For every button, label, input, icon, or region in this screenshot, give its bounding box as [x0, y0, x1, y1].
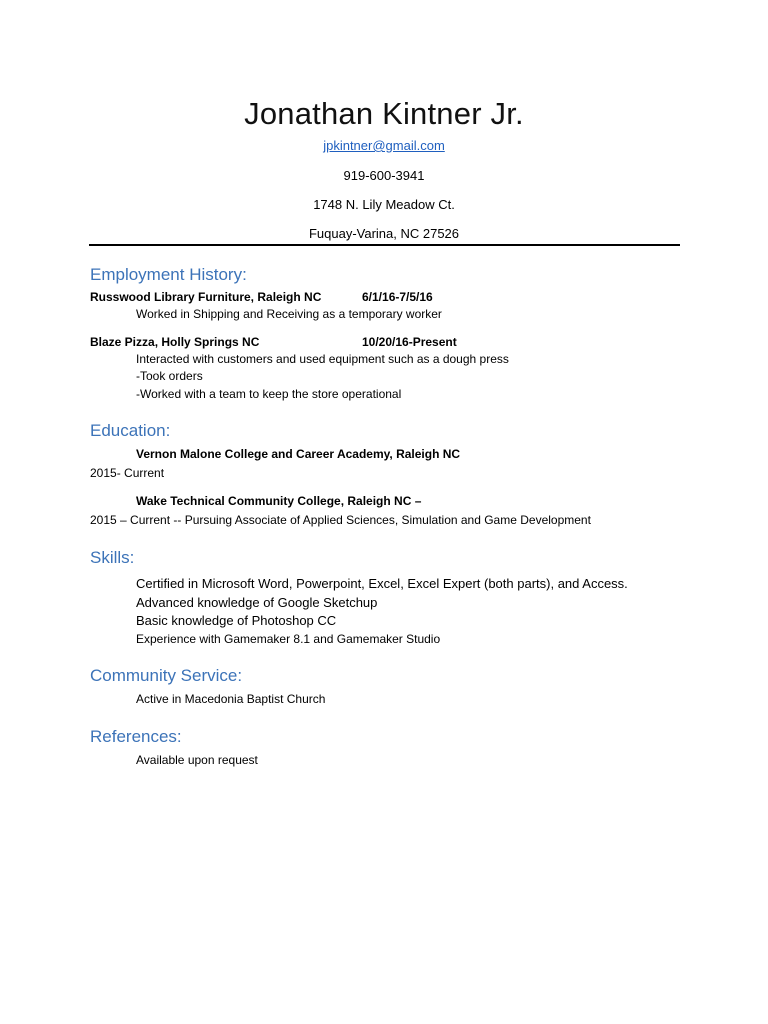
job-employer: Blaze Pizza, Holly Springs NC [90, 335, 260, 349]
job-detail: -Worked with a team to keep the store operational [136, 387, 402, 401]
education-heading: Education: [90, 421, 171, 440]
skill-item: Basic knowledge of Photoshop CC [136, 613, 337, 628]
employment-heading: Employment History: [90, 265, 247, 284]
email-link[interactable]: jpkintner@gmail.com [323, 138, 445, 153]
phone-number: 919-600-3941 [343, 168, 425, 183]
job-dates: 10/20/16-Present [362, 335, 457, 349]
community-heading: Community Service: [90, 666, 243, 685]
address-line-1: 1748 N. Lily Meadow Ct. [313, 197, 455, 212]
skill-item: Certified in Microsoft Word, Powerpoint, Excel, Excel Expert (both parts), and Access. [136, 576, 628, 591]
header-divider [89, 244, 680, 246]
job-employer: Russwood Library Furniture, Raleigh NC [90, 290, 322, 304]
school-dates: 2015- Current [90, 466, 165, 480]
community-item: Active in Macedonia Baptist Church [136, 692, 326, 706]
job-dates: 6/1/16-7/5/16 [362, 290, 433, 304]
skill-item: Advanced knowledge of Google Sketchup [136, 595, 378, 610]
school-name: Vernon Malone College and Career Academy, Raleigh NC [136, 447, 461, 461]
job-detail: Worked in Shipping and Receiving as a temporary worker [136, 307, 442, 321]
resume-name: Jonathan Kintner Jr. [244, 96, 524, 131]
job-detail: -Took orders [136, 369, 203, 383]
address-line-2: Fuquay-Varina, NC 27526 [308, 226, 460, 241]
references-heading: References: [90, 727, 182, 746]
school-dates: 2015 – Current -- Pursuing Associate of Applied Sciences, Simulation and Game Development [90, 513, 591, 527]
skills-heading: Skills: [90, 548, 135, 567]
job-detail: Interacted with customers and used equipment such as a dough press [136, 352, 509, 366]
school-name: Wake Technical Community College, Raleigh NC – [136, 494, 422, 508]
references-text: Available upon request [136, 753, 258, 767]
skill-item: Experience with Gamemaker 8.1 and Gamemaker Studio [136, 632, 441, 646]
